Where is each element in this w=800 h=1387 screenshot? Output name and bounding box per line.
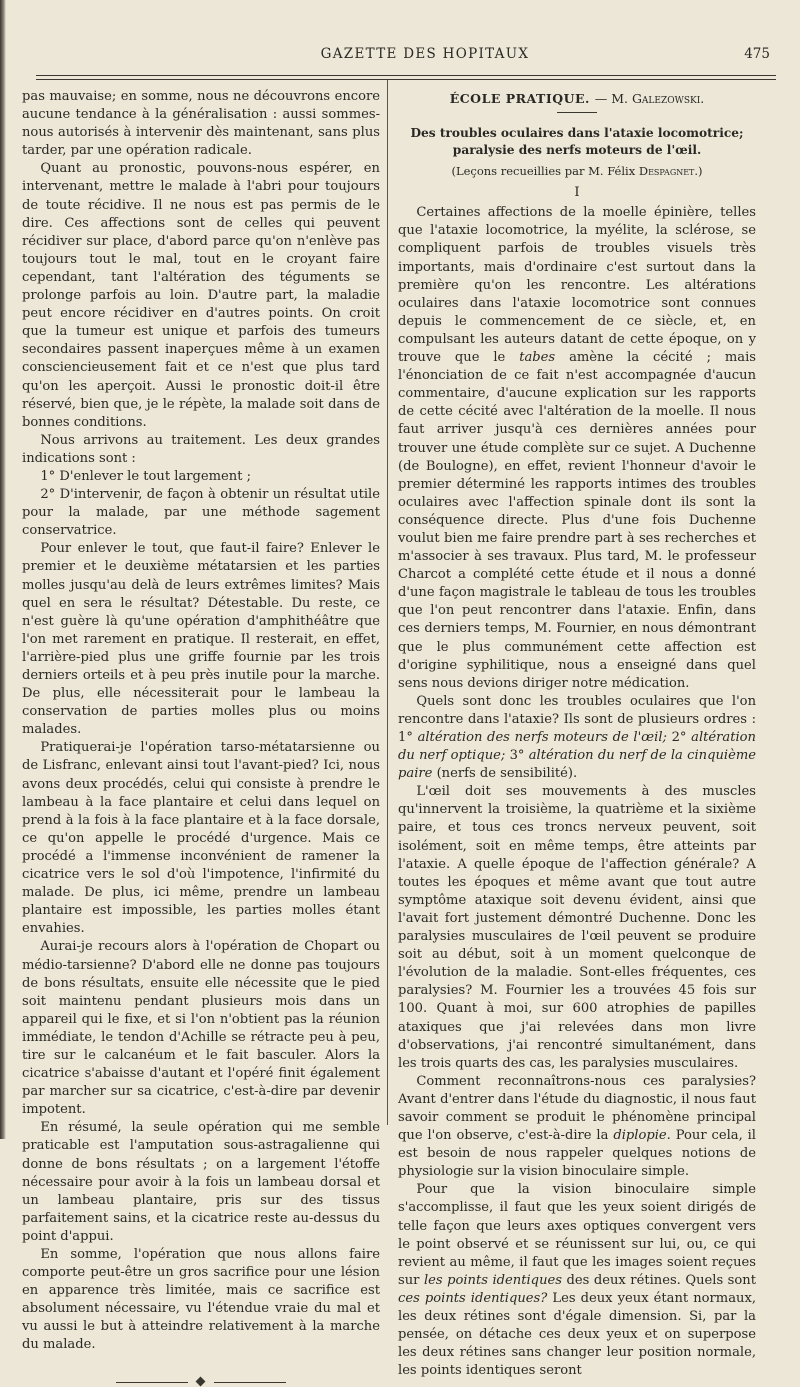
page-number: 475 [744,46,770,62]
running-title: GAZETTE DES HOPITAUX [320,46,530,62]
paragraph: Pratiquerai-je l'opération tarso-métatarsienne ou de Lisfranc, enlevant ainsi tout l'avant-pied? Ici, nous avons deux procédés, celui qui consiste à prendre le lambeau à la face plantaire et celui dans lequel on prend à la fois à la face plantaire et à la face dorsale, ce qu'on appelle le procédé d'urgence. Mais ce procédé a l'immense inconvénient de ramener la cicatrice vers le sol d'où l'impotence, l'infirmité du malade. De plus, ici même, prendre un lambeau plantaire est impossible, les parties molles étant envahies. [22,740,380,937]
paragraph: En résumé, la seule opération qui me semble praticable est l'amputation sous-astragalienne qui donne de bons résultats ; on a largement l'étoffe nécessaire pour avoir à la fois un lambeau dorsal et un lambeau plantaire, pris sur des tissus parfaitement sains, et la cicatrice reste au-dessus du point d'appui. [22,1120,380,1244]
section-author: — M. Galezowski. [594,91,705,106]
header-rule [36,75,776,76]
paragraph: En somme, l'opération que nous allons faire comporte peut-être un gros sacrifice pour une lésion en apparence très limitée, mais ce sacrifice est absolument nécessaire, vu l'étendue vraie du mal et vu aussi le but à atteindre relativement à la marche du malade. [22,1247,380,1353]
section-title: ÉCOLE PRATIQUE. [449,91,590,106]
section-number: I [574,185,580,201]
right-column [398,88,756,1380]
paragraph: L'œil doit ses mouvements à des muscles qu'innervent la troisième, la quatrième et la sixième paire, et tous ces troncs nerveux peuvent, soit isolément, soit en même temps, être atteints par l'ataxie. A quelle époque de l'affection générale? A toutes les époques et même avant que tout autre symptôme ataxique soit devenu évident, ainsi que l'avait fort justement démontré Duchenne. Donc les paralysies musculaires de l'œil peuvent se produire soit au début, soit à un moment quelconque de l'évolution de la maladie. Sont-elles fréquentes, ces paralysies? M. Fournier les a trouvées 45 fois sur 100. Quant à moi, sur 600 atrophies de papilles ataxiques que j'ai relevées dans mon livre d'observations, j'ai rencontré simultanément, dans les trois quarts des cas, les paralysies musculaires. [398,784,756,1071]
paragraph: Comment reconnaîtrons-nous ces paralysies? Avant d'entrer dans l'étude du diagnostic, il nous faut savoir comment se produit le phénomène principal que l'on observe, c'est-à-dire la diplopie. Pour cela, il est besoin de nous rappeler quelques notions de physiologie sur la vision binoculaire simple. [398,1073,756,1180]
paragraph: Quels sont donc les troubles oculaires que l'on rencontre dans l'ataxie? Ils sont de plusieurs ordres : 1° altération des nerfs moteurs de l'œil; 2° altération du nerf optique; 3° altération du nerf de la cinquième paire (nerfs de sensibilité). [398,693,756,782]
list-item: 2° D'intervenir, de façon à obtenir un résultat utile pour la malade, par une méthode sagement conservatrice. [22,487,380,539]
page-header [80,46,770,66]
lecture-note: (Leçons recueillies par M. Félix Despagnet.) [451,164,703,179]
section-heading [398,90,756,108]
paragraph: Quant au pronostic, pouvons-nous espérer, en intervenant, mettre le malade à l'abri pour toujours de toute récidive. Il ne nous est pas permis de le dire. Ces affections sont de celles qui peuvent récidiver sur place, d'abord parce qu'on n'enlève pas toujours tout le mal, tout en le croyant faire cependant, tant l'altération des téguments se prolonge parfois au loin. D'autre part, la maladie peut encore récidiver en d'autres points. On croit que la tumeur est unique et parfois des tumeurs secondaires passent inaperçues même à un examen consciencieusement fait et ce n'est que plus tard qu'on les aperçoit. Aussi le pronostic doit-il être réservé, bien que, je le répète, la malade soit dans de bonnes conditions. [22,161,380,430]
article-title: Des troubles oculaires dans l'ataxie locomotrice; paralysie des nerfs moteurs de l'œil. [410,126,744,158]
end-ornament [116,1377,286,1387]
paragraph: Pour que la vision binoculaire simple s'accomplisse, il faut que les yeux soient dirigés de telle façon que leurs axes optiques convergent vers le point observé et se réunissent sur lui, ou, ce qui revient au même, il faut que les images soient reçues sur les points identiques des deux rétines. Quels sont ces points identiques? Les deux yeux étant normaux, les deux rétines sont d'égale dimension. Si, par la pensée, on détache ces deux yeux et on superpose les deux rétines sans changer leur position normale, les points identiques seront [398,1182,757,1379]
paragraph: Nous arrivons au traitement. Les deux grandes indications sont : [22,432,380,466]
paragraph: Aurai-je recours alors à l'opération de Chopart ou médio-tarsienne? D'abord elle ne donne pas toujours de bons résultats, ensuite elle nécessite que le pied soit maintenu pendant plusieurs mois dans un appareil qui le fixe, et si l'on n'obtient pas la réunion immédiate, le tendon d'Achille se rétracte peu à peu, tire sur le calcanéum et le fait basculer. Alors la cicatrice s'abaisse d'autant et l'opéré finit également par marcher sur sa cicatrice, c'est-à-dire par devenir impotent. [22,939,380,1118]
left-column [22,88,380,1387]
column-divider [387,80,388,1125]
header-rule-double [36,79,776,80]
heading-rule [557,112,597,113]
page-binding-edge [0,0,6,1139]
paragraph: Pour enlever le tout, que faut-il faire? Enlever le premier et le deuxième métatarsien et les parties molles jusqu'au delà de leurs extrêmes limites? Mais quel en sera le résultat? Détestable. Du reste, ce n'est guère là qu'une opération d'amphithéâtre que l'on met rarement en pratique. Il resterait, en effet, l'arrière-pied plus une griffe fournie par les trois derniers orteils et à peu près inutile pour la marche. De plus, elle nécessiterait pour le lambeau la conservation de parties molles plus ou moins malades. [22,541,380,738]
paragraph: Certaines affections de la moelle épinière, telles que l'ataxie locomotrice, la myélite, la sclérose, se compliquent parfois de troubles visuels très importants, mais d'ordinaire c'est surtout dans la première qu'on les rencontre. Les altérations oculaires dans l'ataxie locomotrice sont connues depuis le commencement de ce siècle, et, en compulsant les auteurs datant de cette époque, on y trouve que le tabes amène la cécité ; mais l'énonciation de ce fait n'est accompagnée d'aucun commentaire, d'aucune explication sur les rapports de cette cécité avec l'altération de la moelle. Il nous faut arriver jusqu'à ces dernières années pour trouver une étude complète sur ce sujet. A Duchenne (de Boulogne), en effet, revient l'honneur d'avoir le premier déterminé les rapports intimes des troubles oculaires avec l'affection spinale dont ils sont la conséquence directe. Plus d'une fois Duchenne voulut bien me faire prendre part à ses recherches et m'associer à ses travaux. Plus tard, M. le professeur Charcot a complété cette étude et il nous a donné d'une façon magistrale le tableau de tous les troubles que l'on peut rencontrer dans l'ataxie. Enfin, dans ces derniers temps, M. Fournier, en nous démontrant que le plus communément cette affection est d'origine syphilitique, nous a enseigné dans quel sens nous devions diriger notre médication. [398,205,757,691]
paragraph: pas mauvaise; en somme, nous ne découvrons encore aucune tendance à la généralisation : aussi sommes-nous autorisés à intervenir dès maintenant, sans plus tarder, par une opération radicale. [22,89,380,159]
list-item: 1° D'enlever le tout largement ; [40,468,252,484]
